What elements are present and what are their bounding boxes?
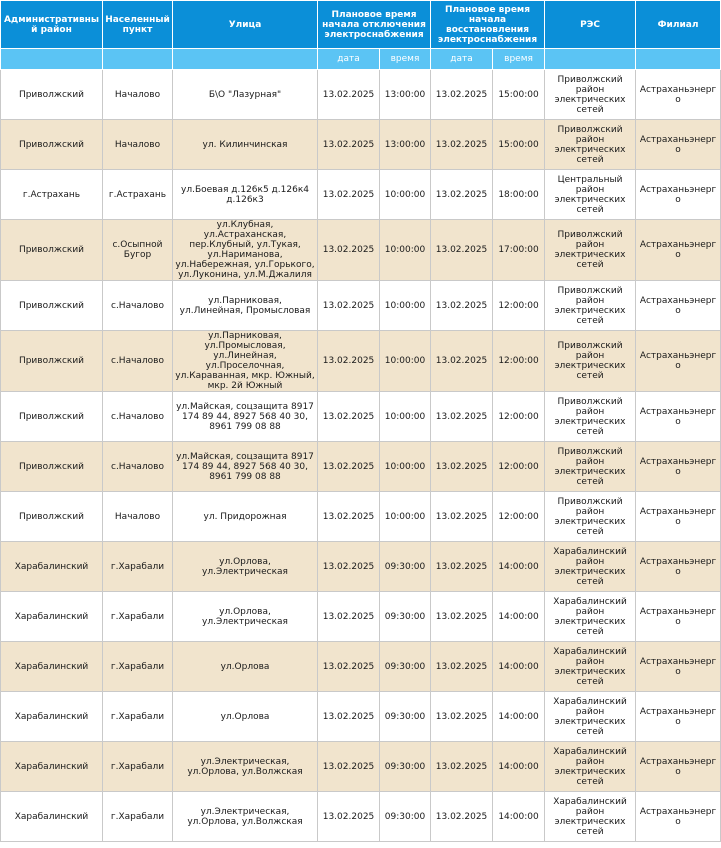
cell-branch: Астраханьэнерго [636, 331, 721, 392]
cell-district: Харабалинский [1, 792, 103, 842]
cell-on-time: 14:00:00 [493, 742, 545, 792]
header-street: Улица [173, 1, 318, 49]
cell-off-time: 09:30:00 [380, 592, 431, 642]
cell-on-time: 14:00:00 [493, 642, 545, 692]
cell-street: ул.Орлова, ул.Электрическая [173, 592, 318, 642]
cell-branch: Астраханьэнерго [636, 392, 721, 442]
cell-res: Приволжский район электрических сетей [545, 281, 636, 331]
cell-off-time: 10:00:00 [380, 170, 431, 220]
cell-on-date: 13.02.2025 [431, 692, 493, 742]
cell-on-date: 13.02.2025 [431, 592, 493, 642]
cell-res: Приволжский район электрических сетей [545, 120, 636, 170]
cell-res: Центральный район электрических сетей [545, 170, 636, 220]
cell-on-time: 14:00:00 [493, 792, 545, 842]
cell-off-time: 10:00:00 [380, 331, 431, 392]
cell-settlement: г.Астрахань [103, 170, 173, 220]
cell-on-date: 13.02.2025 [431, 742, 493, 792]
cell-branch: Астраханьэнерго [636, 170, 721, 220]
cell-settlement: с.Началово [103, 281, 173, 331]
table-row [1, 592, 721, 642]
cell-res: Харабалинский район электрических сетей [545, 692, 636, 742]
cell-street: ул.Орлова [173, 642, 318, 692]
cell-res: Харабалинский район электрических сетей [545, 592, 636, 642]
cell-off-date: 13.02.2025 [318, 492, 380, 542]
cell-on-time: 15:00:00 [493, 120, 545, 170]
cell-off-date: 13.02.2025 [318, 542, 380, 592]
cell-off-date: 13.02.2025 [318, 692, 380, 742]
cell-on-date: 13.02.2025 [431, 70, 493, 120]
header-outage-start: Плановое время начала отключения электроснабжения [318, 1, 431, 49]
subheader-on-time: время [493, 49, 545, 70]
cell-off-date: 13.02.2025 [318, 70, 380, 120]
cell-district: Харабалинский [1, 742, 103, 792]
cell-on-date: 13.02.2025 [431, 642, 493, 692]
cell-on-date: 13.02.2025 [431, 792, 493, 842]
cell-district: Приволжский [1, 220, 103, 281]
cell-street: ул.Клубная, ул.Астраханская, пер.Клубный, ул.Тукая, ул.Нариманова, ул.Набережная, ул.Горького, ул.Луконина, ул.М.Джалиля [173, 220, 318, 281]
header-row [1, 1, 721, 49]
cell-settlement: Началово [103, 492, 173, 542]
cell-off-time: 10:00:00 [380, 281, 431, 331]
cell-on-time: 12:00:00 [493, 492, 545, 542]
cell-settlement: г.Харабали [103, 642, 173, 692]
cell-on-time: 17:00:00 [493, 220, 545, 281]
cell-branch: Астраханьэнерго [636, 692, 721, 742]
cell-street: ул.Орлова, ул.Электрическая [173, 542, 318, 592]
cell-district: Харабалинский [1, 692, 103, 742]
cell-branch: Астраханьэнерго [636, 281, 721, 331]
cell-on-time: 14:00:00 [493, 542, 545, 592]
subheader-empty [636, 49, 721, 70]
header-restore-start: Плановое время начала восстановления электроснабжения [431, 1, 545, 49]
cell-settlement: Началово [103, 120, 173, 170]
cell-settlement: с.Началово [103, 331, 173, 392]
cell-district: Приволжский [1, 120, 103, 170]
cell-off-date: 13.02.2025 [318, 642, 380, 692]
cell-off-time: 09:30:00 [380, 642, 431, 692]
cell-settlement: г.Харабали [103, 692, 173, 742]
table-row [1, 281, 721, 331]
cell-district: Харабалинский [1, 542, 103, 592]
cell-off-time: 10:00:00 [380, 220, 431, 281]
cell-branch: Астраханьэнерго [636, 642, 721, 692]
cell-branch: Астраханьэнерго [636, 70, 721, 120]
cell-on-date: 13.02.2025 [431, 542, 493, 592]
cell-on-date: 13.02.2025 [431, 392, 493, 442]
cell-branch: Астраханьэнерго [636, 792, 721, 842]
cell-on-time: 15:00:00 [493, 70, 545, 120]
table-row [1, 492, 721, 542]
table-row [1, 392, 721, 442]
table-row [1, 331, 721, 392]
cell-on-time: 12:00:00 [493, 442, 545, 492]
cell-off-time: 10:00:00 [380, 442, 431, 492]
cell-on-date: 13.02.2025 [431, 170, 493, 220]
header-res: РЭС [545, 1, 636, 49]
cell-res: Харабалинский район электрических сетей [545, 642, 636, 692]
cell-off-time: 10:00:00 [380, 492, 431, 542]
cell-branch: Астраханьэнерго [636, 542, 721, 592]
cell-res: Харабалинский район электрических сетей [545, 792, 636, 842]
cell-off-date: 13.02.2025 [318, 281, 380, 331]
cell-street: ул.Боевая д.126к5 д.126к4 д.126к3 [173, 170, 318, 220]
table-row [1, 120, 721, 170]
cell-on-time: 14:00:00 [493, 692, 545, 742]
table-row [1, 70, 721, 120]
subheader-empty [545, 49, 636, 70]
cell-district: г.Астрахань [1, 170, 103, 220]
cell-off-date: 13.02.2025 [318, 442, 380, 492]
cell-on-time: 12:00:00 [493, 331, 545, 392]
cell-on-date: 13.02.2025 [431, 281, 493, 331]
cell-district: Приволжский [1, 331, 103, 392]
cell-district: Приволжский [1, 442, 103, 492]
cell-branch: Астраханьэнерго [636, 120, 721, 170]
cell-street: ул. Придорожная [173, 492, 318, 542]
cell-street: ул.Майская, соцзащита 8917 174 89 44, 8927 568 40 30, 8961 799 08 88 [173, 442, 318, 492]
cell-settlement: г.Харабали [103, 542, 173, 592]
cell-on-time: 14:00:00 [493, 592, 545, 642]
cell-off-date: 13.02.2025 [318, 792, 380, 842]
table-row [1, 220, 721, 281]
cell-res: Приволжский район электрических сетей [545, 492, 636, 542]
cell-off-date: 13.02.2025 [318, 120, 380, 170]
cell-branch: Астраханьэнерго [636, 592, 721, 642]
cell-street: ул.Электрическая, ул.Орлова, ул.Волжская [173, 792, 318, 842]
cell-district: Харабалинский [1, 592, 103, 642]
subheader-empty [103, 49, 173, 70]
cell-off-date: 13.02.2025 [318, 592, 380, 642]
cell-street: ул.Электрическая, ул.Орлова, ул.Волжская [173, 742, 318, 792]
table-row [1, 692, 721, 742]
header-district: Административный район [1, 1, 103, 49]
cell-settlement: г.Харабали [103, 792, 173, 842]
cell-street: ул. Килинчинская [173, 120, 318, 170]
subheader-off-date: дата [318, 49, 380, 70]
cell-off-time: 13:00:00 [380, 120, 431, 170]
cell-off-date: 13.02.2025 [318, 220, 380, 281]
cell-district: Приволжский [1, 492, 103, 542]
cell-settlement: г.Харабали [103, 592, 173, 642]
table-row [1, 442, 721, 492]
table-row [1, 542, 721, 592]
cell-off-date: 13.02.2025 [318, 392, 380, 442]
cell-street: Б\О "Лазурная" [173, 70, 318, 120]
cell-res: Приволжский район электрических сетей [545, 220, 636, 281]
cell-off-time: 09:30:00 [380, 542, 431, 592]
table-body [1, 70, 721, 842]
cell-off-time: 10:00:00 [380, 392, 431, 442]
cell-res: Приволжский район электрических сетей [545, 392, 636, 442]
cell-branch: Астраханьэнерго [636, 220, 721, 281]
cell-on-date: 13.02.2025 [431, 442, 493, 492]
cell-street: ул.Парниковая, ул.Промысловая, ул.Линейная, ул.Проселочная, ул.Караванная, мкр. Южный, мкр. 2й Южный [173, 331, 318, 392]
cell-settlement: с.Началово [103, 442, 173, 492]
cell-district: Харабалинский [1, 642, 103, 692]
header-settlement: Населенный пункт [103, 1, 173, 49]
cell-off-time: 09:30:00 [380, 692, 431, 742]
cell-res: Харабалинский район электрических сетей [545, 742, 636, 792]
subheader-row [1, 49, 721, 70]
cell-on-date: 13.02.2025 [431, 120, 493, 170]
table-row [1, 642, 721, 692]
cell-res: Харабалинский район электрических сетей [545, 542, 636, 592]
cell-district: Приволжский [1, 70, 103, 120]
table-row [1, 792, 721, 842]
subheader-empty [1, 49, 103, 70]
cell-district: Приволжский [1, 392, 103, 442]
cell-res: Приволжский район электрических сетей [545, 442, 636, 492]
subheader-off-time: время [380, 49, 431, 70]
cell-street: ул.Парниковая, ул.Линейная, Промысловая [173, 281, 318, 331]
cell-branch: Астраханьэнерго [636, 442, 721, 492]
cell-off-date: 13.02.2025 [318, 331, 380, 392]
cell-on-date: 13.02.2025 [431, 220, 493, 281]
cell-off-time: 09:30:00 [380, 792, 431, 842]
cell-res: Приволжский район электрических сетей [545, 331, 636, 392]
table-row [1, 742, 721, 792]
cell-on-date: 13.02.2025 [431, 331, 493, 392]
cell-on-time: 12:00:00 [493, 281, 545, 331]
cell-settlement: с.Осыпной Бугор [103, 220, 173, 281]
cell-street: ул.Майская, соцзащита 8917 174 89 44, 8927 568 40 30, 8961 799 08 88 [173, 392, 318, 442]
cell-branch: Астраханьэнерго [636, 742, 721, 792]
cell-on-time: 12:00:00 [493, 392, 545, 442]
subheader-empty [173, 49, 318, 70]
cell-district: Приволжский [1, 281, 103, 331]
cell-settlement: Началово [103, 70, 173, 120]
cell-off-time: 13:00:00 [380, 70, 431, 120]
cell-settlement: г.Харабали [103, 742, 173, 792]
header-branch: Филиал [636, 1, 721, 49]
cell-off-date: 13.02.2025 [318, 170, 380, 220]
cell-on-date: 13.02.2025 [431, 492, 493, 542]
cell-settlement: с.Началово [103, 392, 173, 442]
cell-on-time: 18:00:00 [493, 170, 545, 220]
cell-off-date: 13.02.2025 [318, 742, 380, 792]
table-row [1, 170, 721, 220]
subheader-on-date: дата [431, 49, 493, 70]
cell-branch: Астраханьэнерго [636, 492, 721, 542]
cell-off-time: 09:30:00 [380, 742, 431, 792]
cell-res: Приволжский район электрических сетей [545, 70, 636, 120]
cell-street: ул.Орлова [173, 692, 318, 742]
